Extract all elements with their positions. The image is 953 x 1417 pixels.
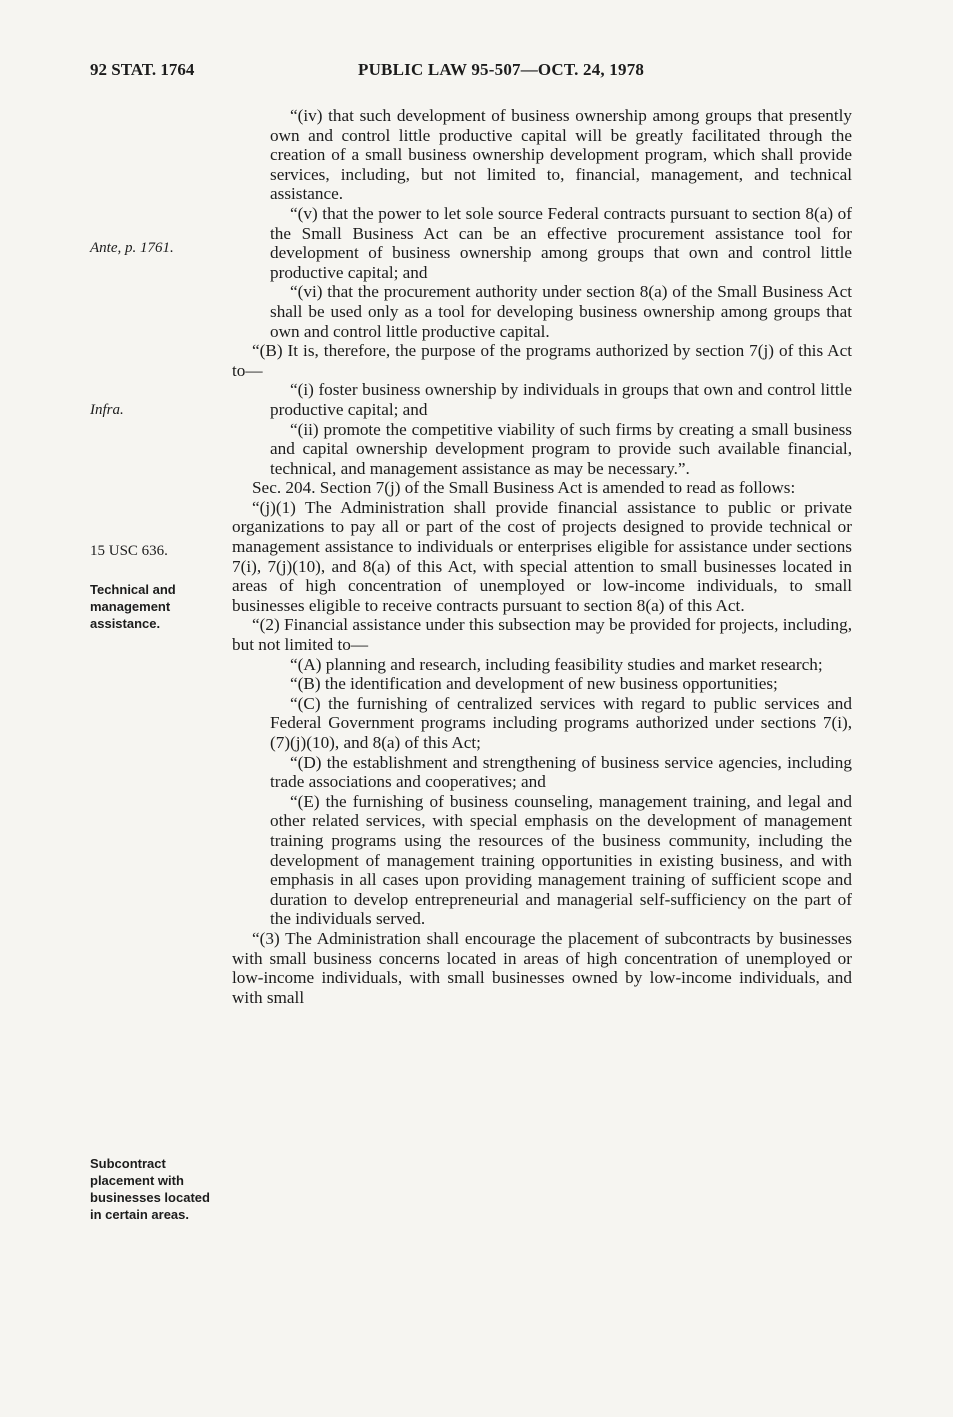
margin-note-usc: 15 USC 636. [90,543,168,559]
section-204: Sec. 204. Section 7(j) of the Small Business Act is amended to read as follows: [252,478,796,498]
margin-note-technical: Technical and management assistance. [90,582,176,631]
stat-citation: 92 STAT. 1764 [90,60,195,79]
page-header [90,60,850,84]
subparagraph-b2: “(B) the identification and development of new business opportunities; [290,674,778,694]
clause-i: “(i) foster business ownership by individuals in groups that own and control little productive capital; and [270,380,852,419]
margin-note-infra: Infra. [90,402,124,418]
clause-vi: “(vi) that the procurement authority under section 8(a) of the Small Business Act shall be used only as a tool for developing business ownership among groups that own and control little productive capital. [270,282,852,341]
clause-ii: “(ii) promote the competitive viability of such firms by creating a small business and capital ownership development program to provide such available financial, technical, and management assistance as may be necessary.”. [270,419,852,478]
paragraph-3: “(3) The Administration shall encourage the placement of subcontracts by businesses with small business concerns located in areas of high concentration of unemployed or low-income individuals, with small businesses owned by low-income individuals, and with small [232,928,852,1007]
subparagraph-d: “(D) the establishment and strengthening of business service agencies, including trade associations and cooperatives; and [270,752,852,792]
paragraph-2: “(2) Financial assistance under this subsection may be provided for projects, including, but not limited to— [232,615,852,655]
subparagraph-a: “(A) planning and research, including feasibility studies and market research; [290,654,823,674]
subparagraph-e: “(E) the furnishing of business counseling, management training, and legal and other related services, with special emphasis on the development of management training programs using the resources of the business community, including the development of management training opportunities in existing business, and with emphasis in all cases upon providing management training of sufficient scope and duration to develop entrepreneurial and managerial self-sufficiency on the part of the individuals served. [270,791,852,929]
paragraph-j1: “(j)(1) The Administration shall provide financial assistance to public or private organizations to pay all or part of the cost of projects designed to provide technical or management assistance to individuals or enterprises eligible for assistance under sections 7(i), 7(j)(10), and 8(a) of this Act, with special attention to small businesses located in areas of high concentration of unemployed or low-income individuals, to small businesses eligible to receive contracts pursuant to section 8(a) of this Act. [232,497,852,615]
subparagraph-c: “(C) the furnishing of centralized services with regard to public services and Federal Government programs including programs authorized under sections 7(i), (7)(j)(10), and 8(a) of this Act; [270,693,852,752]
page-title: PUBLIC LAW 95-507—OCT. 24, 1978 [358,60,645,79]
subparagraph-b: “(B) It is, therefore, the purpose of the programs authorized by section 7(j) of this Act to— [232,341,852,380]
clause-v: “(v) that the power to let sole source Federal contracts pursuant to section 8(a) of the Small Business Act can be an effective procurement assistance tool for development of business ownership among groups that own and control little productive capital; and [270,203,852,282]
clause-iv: “(iv) that such development of business ownership among groups that presently own and control little productive capital will be greatly facilitated through the creation of a small business ownership development program, which shall provide services, including, but not limited to, financial, management, and technical assistance. [270,106,852,204]
margin-note-subcontract: Subcontract placement with businesses located in certain areas. [90,1156,210,1222]
statute-body [232,106,852,1007]
margin-note-ante: Ante, p. 1761. [90,240,174,256]
